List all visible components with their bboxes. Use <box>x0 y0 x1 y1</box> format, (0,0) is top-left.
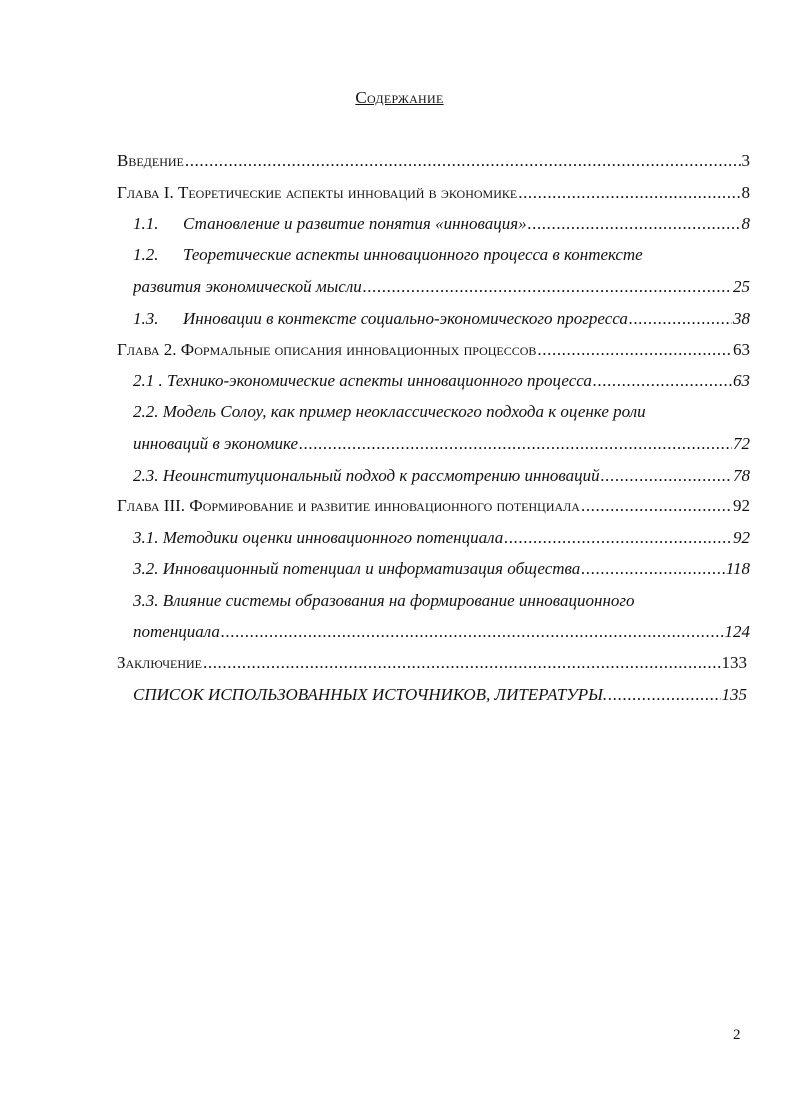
section-title: 3.3. Влияние системы образования на формирование инновационного <box>133 591 635 610</box>
toc-entry-label <box>133 309 628 329</box>
toc-entry-label: Глава III. Формирование и развитие инновационного потенциала <box>117 496 580 515</box>
dot-leader <box>601 466 732 486</box>
section-title: Теоретические аспекты инновационного процесса в контексте <box>183 245 643 264</box>
toc-entry-label: 3.2. Инновационный потенциал и информатизация общества <box>133 559 581 578</box>
dot-leader <box>629 309 732 329</box>
toc-entry-intro <box>117 151 750 171</box>
toc-entry-section-2-1 <box>133 371 750 391</box>
section-title: Инновации в контексте социально-экономического прогресса <box>183 309 628 328</box>
toc-entry-label: развития экономической мысли <box>133 277 362 296</box>
toc-entry-chapter-1 <box>117 183 750 203</box>
toc-entry-page: 8 <box>741 214 750 233</box>
dot-leader <box>299 434 732 454</box>
dot-leader <box>593 371 732 391</box>
dot-leader <box>221 622 724 642</box>
toc-entry-chapter-2 <box>117 340 750 360</box>
toc-entry-section-2-3 <box>133 466 750 486</box>
toc-entry-label: 3.1. Методики оценки инновационного потенциала <box>133 528 504 547</box>
toc-heading: Содержание <box>355 88 444 107</box>
toc-entry-label: Глава 2. Формальные описания инновационных процессов <box>117 340 537 359</box>
dot-leader <box>581 496 732 516</box>
toc-entry-section-1-2-line1 <box>133 245 643 265</box>
toc-entry-page: 133 <box>721 653 747 672</box>
toc-entry-page: 118 <box>725 559 750 578</box>
section-title: 2.2. Модель Солоу, как пример неоклассического подхода к оценке роли <box>133 402 646 421</box>
toc-entry-label: СПИСОК ИСПОЛЬЗОВАННЫХ ИСТОЧНИКОВ, ЛИТЕРАТУРЫ. <box>133 685 608 704</box>
dot-leader <box>363 277 732 297</box>
dot-leader <box>528 214 741 234</box>
toc-entry-label: 2.3. Неоинституциональный подход к рассмотрению инноваций <box>133 466 600 485</box>
section-number: 1.3. <box>133 309 159 328</box>
toc-entry-page: 78 <box>733 466 750 485</box>
toc-entry-page: 25 <box>733 277 750 296</box>
toc-entry-section-3-3 <box>133 622 750 642</box>
page-number: 2 <box>733 1027 741 1043</box>
section-title: Становление и развитие понятия «инновация» <box>183 214 527 233</box>
toc-entry-section-3-2 <box>133 559 750 579</box>
dot-leader <box>185 151 741 171</box>
toc-entry-section-2-2-line1 <box>133 402 646 422</box>
toc-entry-section-3-3-line1 <box>133 591 635 611</box>
toc-entry-page: 63 <box>733 371 750 390</box>
toc-entry-section-1-3 <box>133 309 750 329</box>
toc-entry-page: 8 <box>741 183 750 202</box>
dot-leader <box>504 528 732 548</box>
toc-entry-page: 92 <box>733 496 750 515</box>
toc-entry-label: инноваций в экономике <box>133 434 299 453</box>
dot-leader <box>537 340 732 360</box>
toc-entry-page: 92 <box>733 528 750 547</box>
dot-leader <box>608 685 720 705</box>
toc-entry-label: потенциала <box>133 622 220 641</box>
toc-entry-section-2-2 <box>133 434 750 454</box>
dot-leader <box>203 653 721 673</box>
dot-leader <box>518 183 740 203</box>
toc-entry-label: Введение <box>117 151 184 170</box>
toc-entry-section-1-2 <box>133 277 750 297</box>
toc-entry-page: 135 <box>721 685 747 704</box>
toc-entry-label: Глава I. Теоретические аспекты инноваций в экономике <box>117 183 518 202</box>
toc-entry-page: 38 <box>733 309 750 328</box>
toc-entry-section-1-1 <box>133 214 750 234</box>
toc-entry-references <box>133 685 747 705</box>
toc-entry-page: 72 <box>733 434 750 453</box>
section-number: 1.1. <box>133 214 159 233</box>
dot-leader <box>581 559 724 579</box>
toc-entry-chapter-3 <box>117 496 750 516</box>
toc-entry-label: 2.1 . Технико-экономические аспекты инновационного процесса <box>133 371 592 390</box>
toc-entry-label: Заключение <box>117 653 202 672</box>
toc-entry-page: 3 <box>741 151 750 170</box>
toc-entry-section-3-1 <box>133 528 750 548</box>
toc-entry-label <box>133 214 527 234</box>
section-number: 1.2. <box>133 245 159 264</box>
toc-entry-page: 63 <box>733 340 750 359</box>
toc-entry-conclusion <box>117 653 747 673</box>
toc-entry-page: 124 <box>724 622 750 641</box>
